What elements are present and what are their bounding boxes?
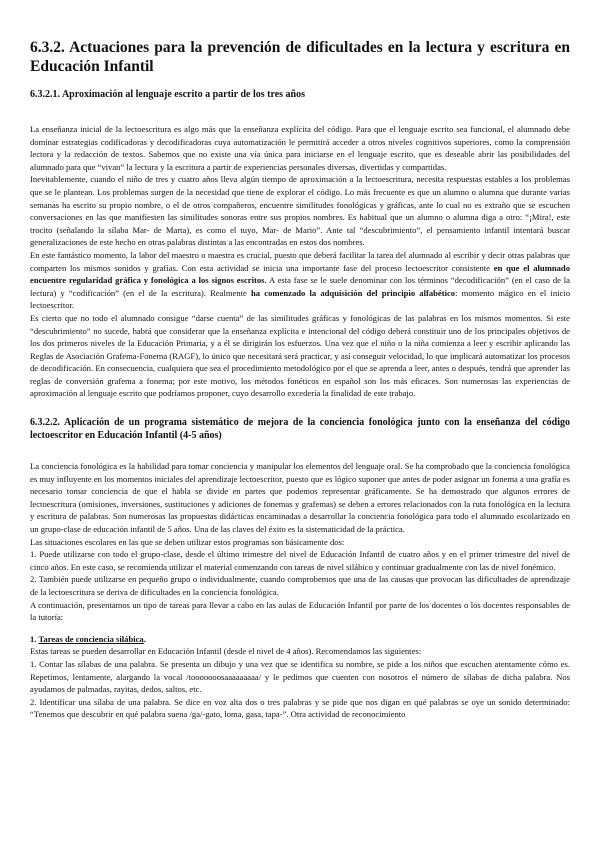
text-run: En este fantástico momento, la labor del maestro o maestra es crucial, puesto que deberá facilitar la tarea del alumnado al escribir y decir otras palabras que comparten los mismos sonidos y grafías. Con esta actividad se inicia una importante fase del proceso lectoescritor consistente xyxy=(30,249,570,273)
spacer xyxy=(30,624,570,633)
paragraph xyxy=(30,249,570,312)
item-dot: . xyxy=(143,633,146,644)
paragraph: A continuación, presentamos un tipo de tareas para llevar a cabo en las aulas de Educación Infantil por parte de los docentes o los docentes responsables de la tutoría: xyxy=(30,599,570,623)
text-run: : momento mágico en el inicio lectoescritor. xyxy=(30,287,570,311)
paragraph: Las situaciones escolares en las que se deben utilizar estos programas son básicamente dos: xyxy=(30,536,345,547)
paragraph: La conciencia fonológica es la habilidad para tomar conciencia y manipular los elementos del lenguaje oral. Se ha comprobado que la conciencia fonológica es muy influyente en los momentos iniciales del aprendizaje lectoescritor, puesto que es lógico suponer que antes de poder asignar un fonema a una grafía es necesario tomar conciencia de que el habla se divide en partes que podemos representar gráficamente. Se ha demostrado que algunos errores de lectoescritura (omisiones, inversiones, sustituciones y adiciones de fonemas y grafemas) se deben a errores relacionados con la ruta fonológica en la lectura y escritura de palabras. Son numerosas las propuestas didácticas encaminadas a desarrollar la conciencia fonológica para todo el alumnado escolarizado en un grupo-clase de educación infantil de 5 años. Una de las claves del éxito es la sistematicidad de la práctica. xyxy=(30,461,570,535)
bold-text: en que el alumnado encuentre regularidad gráfica y fonológica a los signos escritos xyxy=(30,262,570,286)
list-item: 2. Identificar una sílaba de una palabra. Se dice en voz alta dos o tres palabras y se pide que nos digan en qué palabras se oye un sonido determinado: “Tenemos que descubrir en qué palabra suena /ga/-gato, loma, gasa, tapa-”. Otra actividad de reconocimiento xyxy=(30,696,570,720)
section-heading-6-3-2-1: 6.3.2.1. Aproximación al lenguaje escrito a partir de los tres años xyxy=(30,89,305,100)
paragraph: Es cierto que no todo el alumnado consigue “darse cuenta” de las similitudes gráficas y fonológicas de las palabras en los mismos momentos. Si este “descubrimiento” no sucede, habrá que considerar que la enseñanza explícita e intencional del código deberá constituir uno de los principales objetivos de los dos primeros niveles de la Educación Primaria, y a él se dirigirán los esfuerzos. Una vez que el niño o la niña comienza a leer y escribir aplicando las Reglas de Asociación Grafema-Fonema (RAGF), lo único que necesitará será practicar, y así conseguir velocidad, lo que implicará automatizar los procesos de decodificación. En consecuencia, cualquiera que sea el procedimiento metodológico por el que se aprenda a leer, antes o después, tendrá que aprender las reglas de conversión grafema a fonema; por este motivo, los métodos fonéticos en español son los más eficaces. Son numerosas las experiencias de aproximación al lenguaje escrito que podríamos proponer, cuyo desarrollo excedería la finalidad de este trabajo. xyxy=(30,312,570,399)
bold-text: ha comenzado la adquisición del principio alfabético xyxy=(251,287,456,298)
document-title: 6.3.2. Actuaciones para la prevención de dificultades en la lectura y escritura en Educación Infantil xyxy=(30,39,570,75)
paragraph: Estas tareas se pueden desarrollar en Educación Infantil (desde el nivel de 4 años). Recomendamos las siguientes: xyxy=(30,646,422,657)
list-item: 1. Puede utilizarse con todo el grupo-clase, desde el último trimestre del nivel de Educación Infantil de cuatro años y en el primer trimestre del nivel de cinco años. En este caso, se recomienda utilizar el material comenzando con tareas de nivel silábico y continuar gradualmente con las de nivel fonémico. xyxy=(30,549,570,572)
item-number: 1. xyxy=(30,633,39,644)
list-item: 2. También puede utilizarse en pequeño grupo o individualmente, cuando comprobemos que una de las causas que provocan las dificultades de aprendizaje de la lectoescritura se deriva de dificultades en la conciencia fonológica. xyxy=(30,574,570,597)
list-item: 1. Contar las sílabas de una palabra. Se presenta un dibujo y una vez que se identifica su nombre, se pide a los niños que escuchen atentamente cómo es. Repetimos, lentamente, alargando la vocal /tooooooosaaaaaaaaa/ y le pedimos que cuenten con nosotros el número de sílabas de dicha palabra. Nos ayudamos de palmadas, rayitas, dedos, saltos, etc. xyxy=(30,658,570,695)
item-title: Tareas de conciencia silábica xyxy=(38,633,144,644)
paragraph: Inevitablemente, cuando el niño de tres y cuatro años lleva algún tiempo de aproximación a la lectoescritura, necesita respuestas estables a los problemas que se le plantean. Los problemas surgen de la necesidad que tiene de explorar el código. Lo más frecuente es que un alumno o alumna que durante varias semanas ha escrito su propio nombre, o el de otros compañeros, encuentre similitudes fonológicas y gráficas, ante lo cual no es extraño que se escuchen conversaciones en las que manifiesten las similitudes sonoras entre sus propios nombres. Es habitual que un alumno o alumna diga a otro: “¡Mira!, este trocito (señalando la sílaba Mar- de Marta), es como el tuyo, Mar- de Mario”. Ante tal “descubrimiento”, el pensamiento infantil intentará buscar generalizaciones de este hecho en otras palabras distintas a las encontradas en estos dos nombres. xyxy=(30,174,570,248)
section-heading-6-3-2-2: 6.3.2.2. Aplicación de un programa sistemático de mejora de la conciencia fonológica junto con la enseñanza del código lectoescritor en Educación Infantil (4-5 años) xyxy=(30,417,570,442)
subheading xyxy=(30,633,570,646)
text-run: . A esta fase se le suele denominar con los términos “decodificación” (en el caso de la lectura) y “codificación” (en el de la escritura). Realmente xyxy=(30,275,570,298)
paragraph: La enseñanza inicial de la lectoescritura es algo más que la enseñanza explícita del código. Para que el lenguaje escrito sea funcional, el alumnado debe dominar estrategias codificadoras y decodificadoras cuya automatización le permitirá acceder a otros niveles cognitivos superiores, como la comprensión lectora y la redacción de textos. Sabemos que no existe una vía única para iniciarse en el lenguaje escrito, que es deseable abrir las posibilidades del alumnado para que “vivan” la lectura y la escritura a partir de experiencias personales diversas, divertidas y compartidas. xyxy=(30,124,570,172)
